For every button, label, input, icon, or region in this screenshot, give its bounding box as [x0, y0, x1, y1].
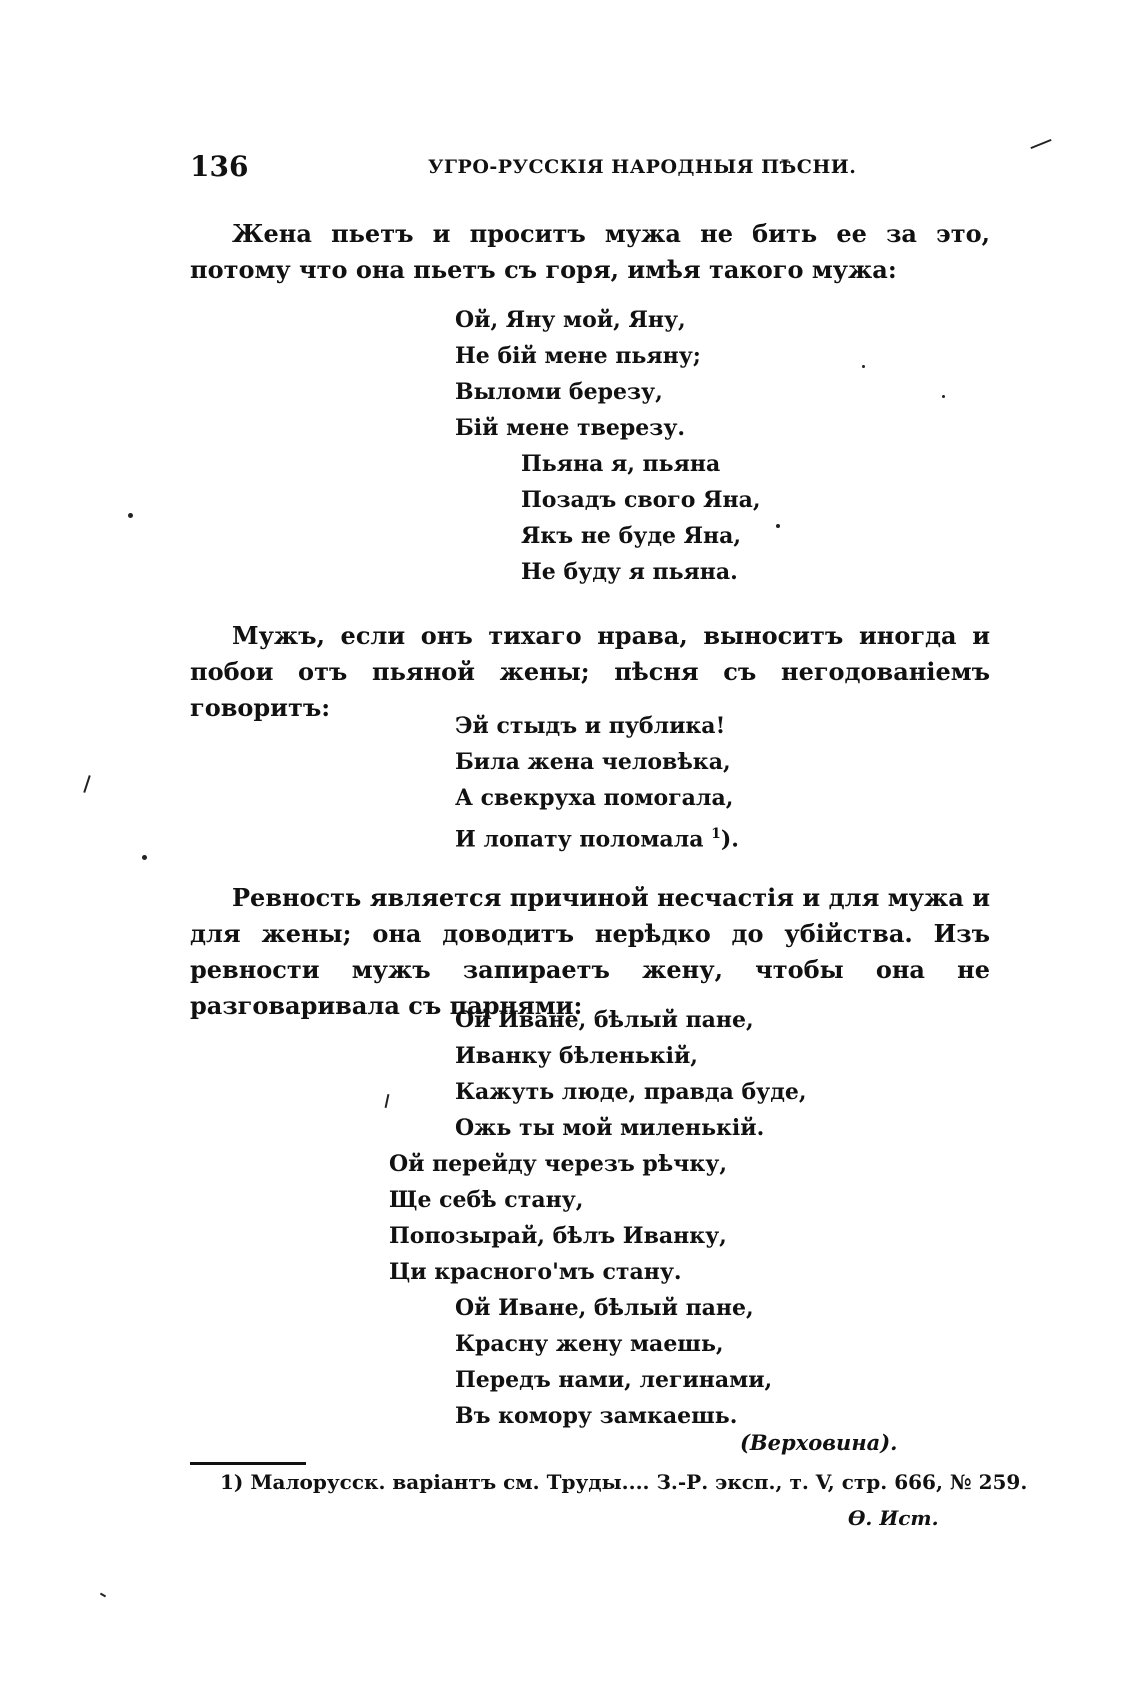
verse-line: Не бій мене пьяну;	[455, 343, 701, 369]
footnote-divider	[190, 1462, 306, 1465]
verse-line: Передъ нами, легинами,	[455, 1367, 773, 1393]
verse-line: Якъ не буде Яна,	[521, 523, 742, 549]
verse-line-end: ).	[720, 826, 739, 853]
verse-line: А свекруха помогала,	[455, 785, 734, 811]
verse-line: Красну жену маешь,	[455, 1331, 724, 1357]
scan-speck	[128, 513, 133, 518]
verse-line: Пьяна я, пьяна	[521, 451, 721, 477]
verse-line: Выломи березу,	[455, 379, 663, 405]
paragraph-2: Мужъ, если онъ тихаго нрава, выноситъ иногда и побои отъ пьяной жены; пѣсня съ негодованіемъ говоритъ:	[190, 621, 990, 722]
verse-line: Ожь ты мой миленькій.	[455, 1115, 765, 1141]
verse-line-text: И лопату поломала	[455, 826, 704, 853]
footnote: 1) Малорусск. варіантъ см. Труды.... З.-Р. эксп., т. V, стр. 666, № 259.	[220, 1470, 1028, 1494]
verse-line: Била жена человѣка,	[455, 749, 731, 775]
paragraph-1: Жена пьетъ и проситъ мужа не бить ее за это, потому что она пьетъ съ горя, имѣя такого мужа:	[190, 219, 990, 284]
page-number: 136	[190, 150, 249, 183]
verse-line: Ой, Яну мой, Яну,	[455, 307, 686, 333]
song-1	[455, 302, 761, 590]
verse-line: Ой перейду черезъ рѣчку,	[389, 1151, 727, 1177]
song-3	[389, 1002, 807, 1434]
verse-line: Кажуть люде, правда буде,	[455, 1079, 807, 1105]
scan-mark	[1030, 139, 1051, 149]
verse-line: Иванку бѣленькій,	[455, 1043, 698, 1069]
editor-signature: Ѳ. Ист.	[848, 1506, 939, 1530]
verse-line: Бій мене тверезу.	[455, 415, 686, 441]
verse-line: Ой Иване, бѣлый пане,	[455, 1295, 754, 1321]
scan-speck	[862, 365, 865, 368]
footnote-marker: 1	[711, 826, 721, 842]
paragraph-3: Ревность является причиной несчастія и для мужа и для жены; она доводитъ нерѣдко до убійства. Изъ ревности мужъ запираетъ жену, чтобы она не разговаривала съ парнями:	[190, 883, 990, 1020]
verse-line: Эй стыдъ и публика!	[455, 713, 726, 739]
page-header	[190, 150, 990, 190]
verse-line: Ци красного'мъ стану.	[389, 1259, 682, 1285]
scan-speck	[942, 395, 945, 398]
scan-speck	[142, 855, 147, 860]
scan-speck	[776, 524, 780, 528]
verse-line: Ой Иване, бѣлый пане,	[455, 1007, 754, 1033]
scan-mark	[100, 1593, 106, 1598]
verse-line	[455, 816, 739, 857]
song-2	[455, 708, 739, 857]
verse-line: Ще себѣ стану,	[389, 1187, 584, 1213]
verse-line: Попозырай, бѣлъ Иванку,	[389, 1223, 727, 1249]
scan-mark	[83, 775, 90, 793]
running-title: УГРО-РУССКІЯ НАРОДНЫЯ ПѢСНИ.	[428, 156, 857, 178]
verse-line: Позадъ свого Яна,	[521, 487, 761, 513]
verse-line: Не буду я пьяна.	[521, 559, 738, 585]
song-source: (Верховина).	[740, 1430, 898, 1455]
verse-line: Въ комору замкаешь.	[455, 1403, 738, 1429]
